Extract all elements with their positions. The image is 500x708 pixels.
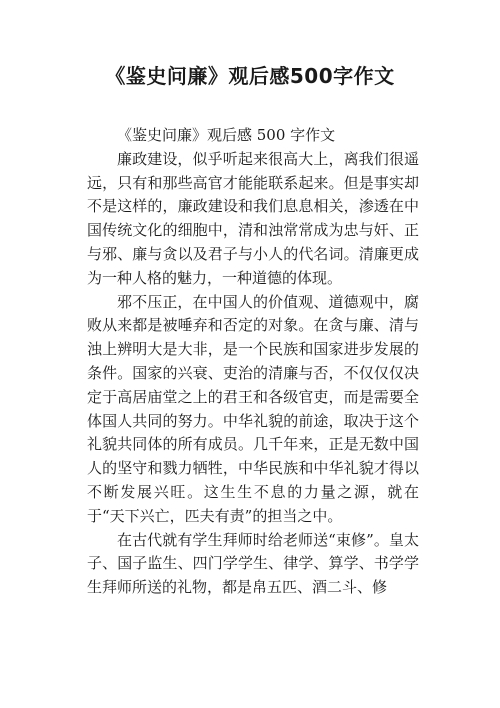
document-body	[87, 124, 419, 600]
paragraph: 在古代就有学生拜师时给老师送“束修”。皇太子、国子监生、四门学学生、律学、算学、书学学生拜师所送的礼物，都是帛五匹、酒二斗、修	[87, 530, 419, 597]
paragraph: 廉政建设，似乎听起来很高大上，离我们很遥远，只有和那些高官才能能联系起来。但是事实却不是这样的，廉政建设和我们息息相关，渗透在中国传统文化的细胞中，清和浊常常成为忠与奸、正与邪、廉与贪以及君子与小人的代名词。清廉更成为一种人格的魅力，一种道德的体现。	[87, 149, 419, 287]
paragraph: 邪不压正，在中国人的价值观、道德观中，腐败从来都是被唾弃和否定的对象。在贪与廉、清与浊上辨明大是大非，是一个民族和国家进步发展的条件。国家的兴衰、吏治的清廉与否，不仅仅仅决定于高居庙堂之上的君王和各级官吏，而是需要全体国人共同的努力。中华礼貌的前途，取决于这个礼貌共同体的所有成员。几千年来，正是无数中国人的坚守和戮力牺牲，中华民族和中华礼貌才得以不断发展兴旺。这生生不息的力量之源，就在于“天下兴亡，匹夫有责”的担当之中。	[87, 292, 419, 525]
document-title: 《鉴史问廉》观后感500字作文	[105, 64, 395, 88]
paragraph-subtitle: 《鉴史问廉》观后感 500 字作文	[117, 126, 336, 144]
